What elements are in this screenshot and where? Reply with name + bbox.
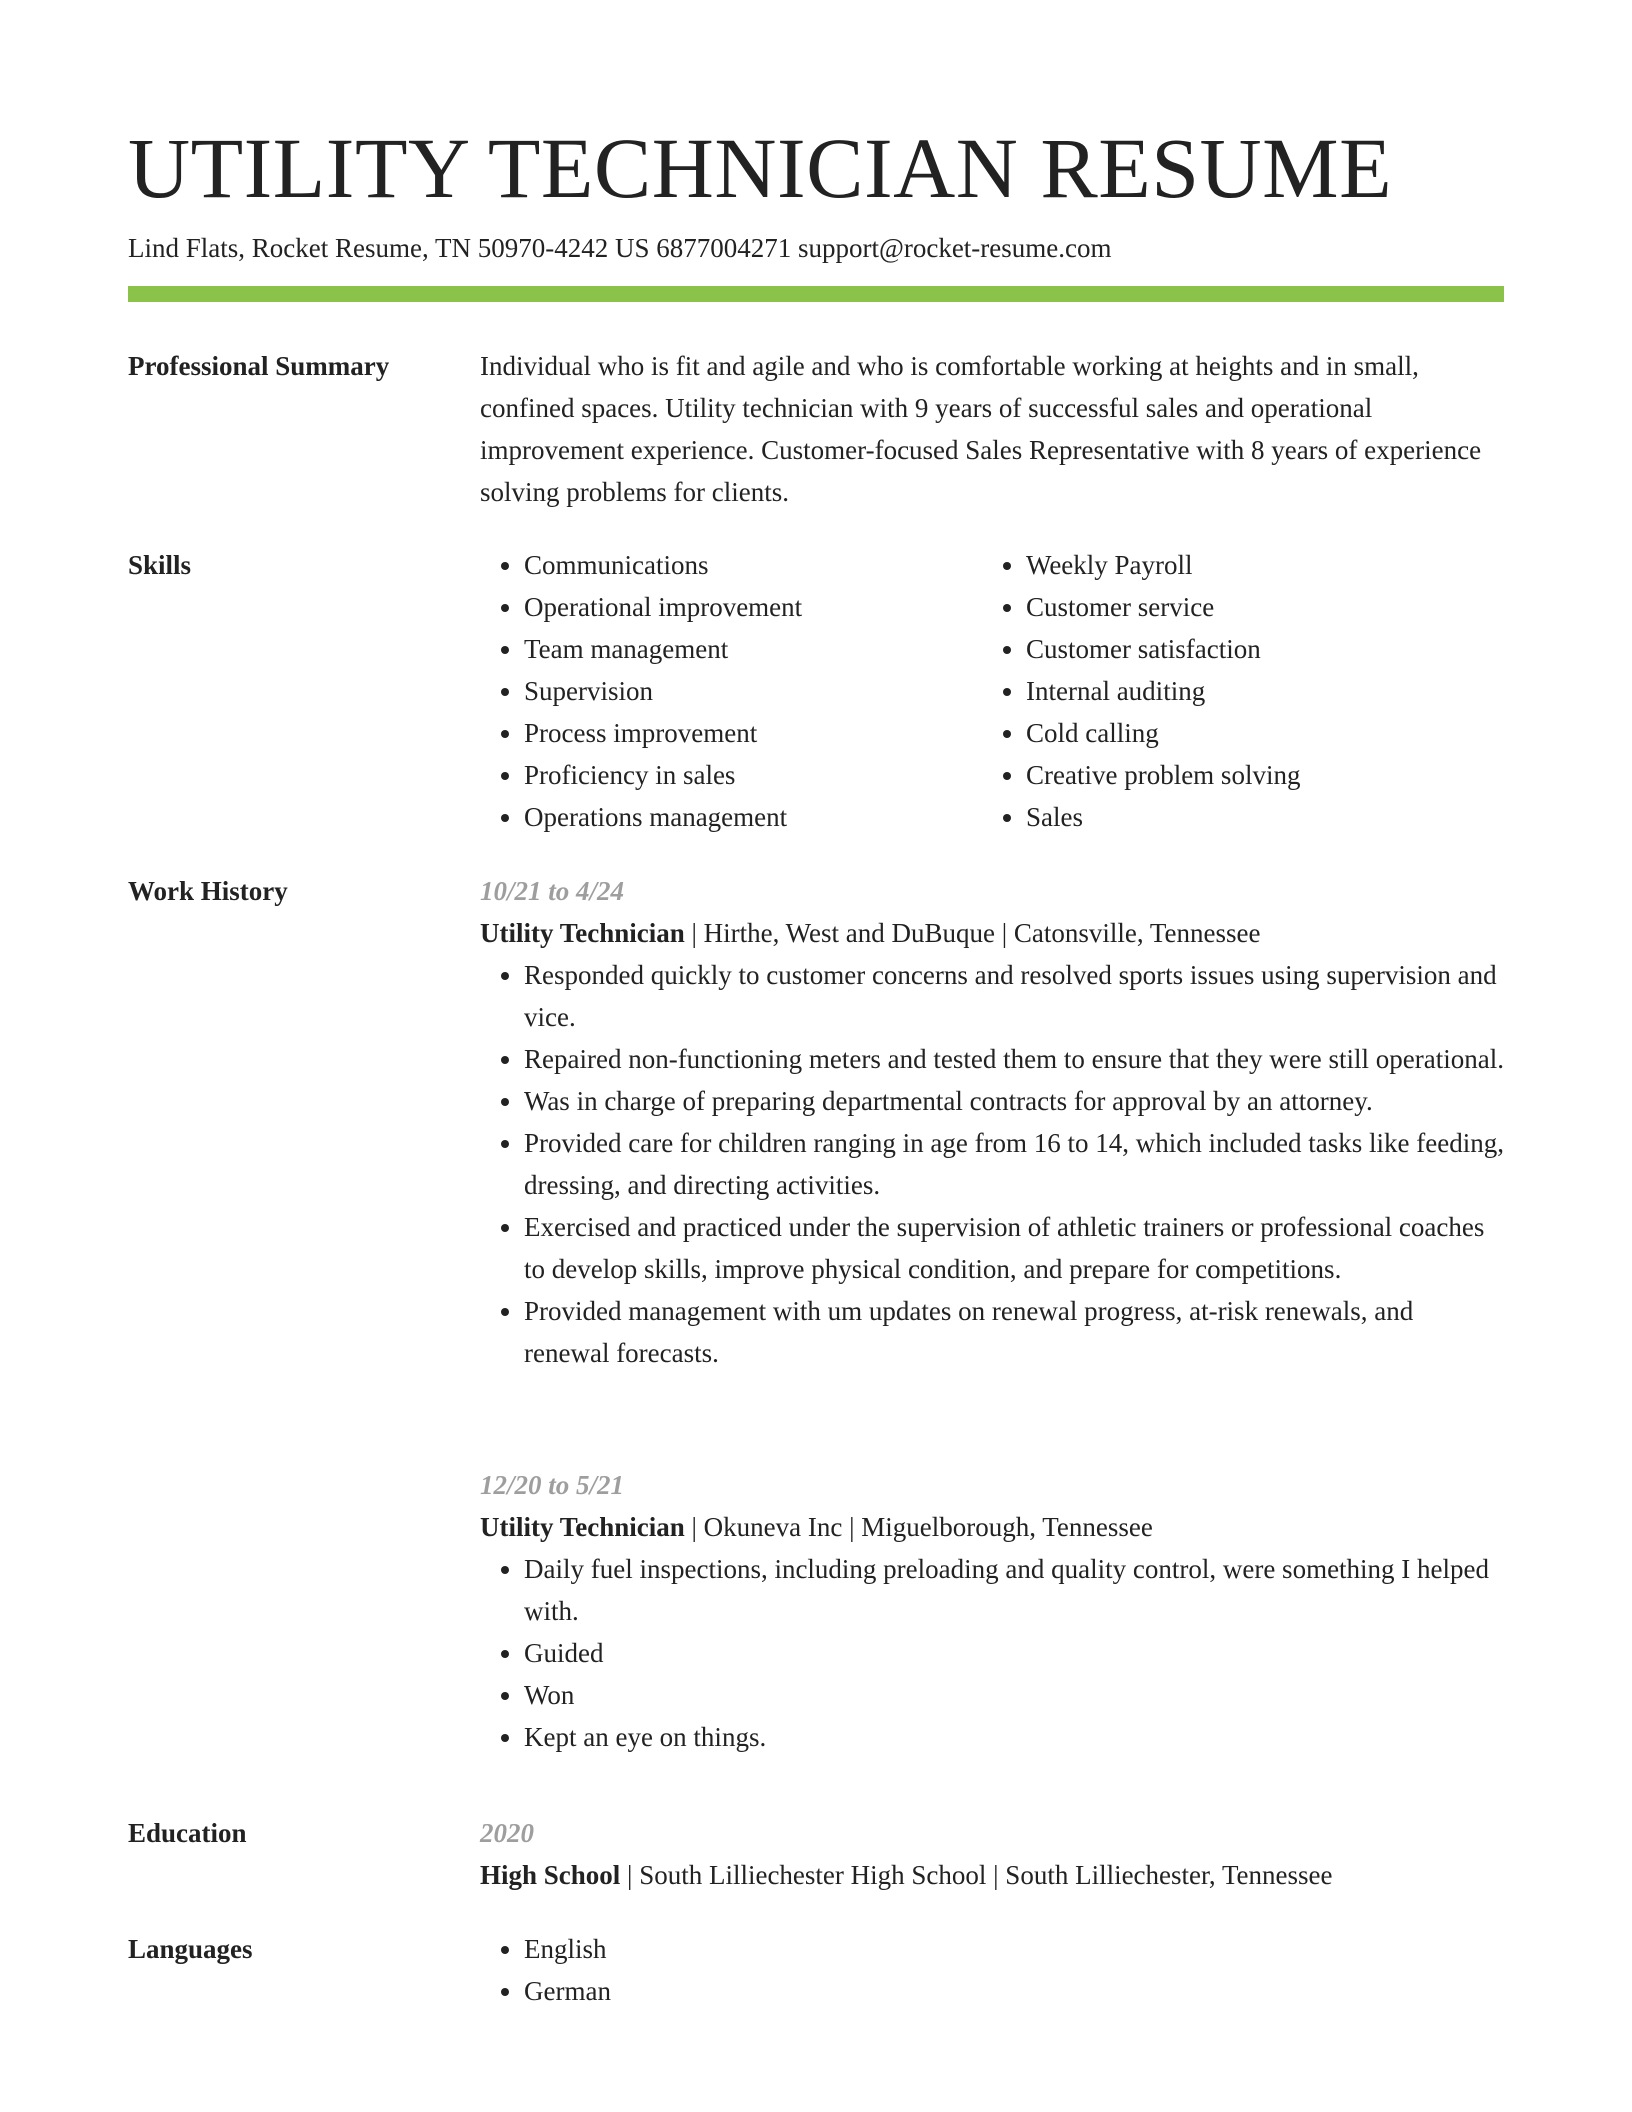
- education-degree: High School: [480, 1860, 621, 1890]
- language-item: • English: [524, 1928, 1504, 1970]
- skill-item: • Creative problem solving: [1026, 754, 1482, 796]
- job-bullet: • Exercised and practiced under the supervision of athletic trainers or professional coaches to develop skills, improve physical condition, and prepare for competitions.: [524, 1206, 1504, 1290]
- summary-text: Individual who is fit and agile and who is comfortable working at heights and in small, confined spaces. Utility technician with 9 years of successful sales and operational improvement experience. Customer-focused Sales Representative with 8 years of experience solving problems for clients.: [480, 351, 1482, 507]
- job-employer-location: | Hirthe, West and DuBuque | Catonsville, Tennessee: [684, 918, 1261, 948]
- job-title: Utility Technician: [480, 918, 685, 948]
- job-entry: [480, 1464, 1504, 1758]
- skill-item: • Sales: [1026, 796, 1482, 838]
- skill-item: • Team management: [524, 628, 980, 670]
- summary-section: [480, 345, 1504, 513]
- job-employer-location: | Okuneva Inc | Miguelborough, Tennessee: [684, 1512, 1153, 1542]
- job-bullets: [480, 1548, 1504, 1758]
- job-bullet: • Guided: [524, 1632, 1504, 1674]
- skill-item: • Cold calling: [1026, 712, 1482, 754]
- job-bullet: • Provided management with um updates on renewal progress, at-risk renewals, and renewal forecasts.: [524, 1290, 1504, 1374]
- languages-section: [480, 1928, 1504, 2012]
- skills-column-1: [480, 544, 980, 838]
- education-label: Education: [128, 1818, 247, 1848]
- skill-item: • Operational improvement: [524, 586, 980, 628]
- job-entry: [480, 870, 1504, 1374]
- job-title: Utility Technician: [480, 1512, 685, 1542]
- education-section: [480, 1812, 1504, 1896]
- education-heading: [480, 1854, 1504, 1896]
- job-dates: 12/20 to 5/21: [480, 1470, 625, 1500]
- job-bullet: • Provided care for children ranging in age from 16 to 14, which included tasks like feeding, dressing, and directing activities.: [524, 1122, 1504, 1206]
- skill-item: • Internal auditing: [1026, 670, 1482, 712]
- skill-item: • Customer service: [1026, 586, 1482, 628]
- job-bullet: • Repaired non-functioning meters and tested them to ensure that they were still operational.: [524, 1038, 1504, 1080]
- work-history-label: Work History: [128, 876, 288, 906]
- job-heading: [480, 912, 1504, 954]
- contact-line: Lind Flats, Rocket Resume, TN 50970-4242 US 6877004271 support@rocket-resume.com: [128, 233, 1112, 263]
- job-heading: [480, 1506, 1504, 1548]
- job-bullet: • Responded quickly to customer concerns and resolved sports issues using supervision and vice.: [524, 954, 1504, 1038]
- skills-label: Skills: [128, 550, 192, 580]
- skill-item: • Customer satisfaction: [1026, 628, 1482, 670]
- skill-item: • Supervision: [524, 670, 980, 712]
- language-item: • German: [524, 1970, 1504, 2012]
- education-school-location: | South Lilliechester High School | South Lilliechester, Tennessee: [620, 1860, 1333, 1890]
- languages-label: Languages: [128, 1934, 253, 1964]
- skill-item: • Process improvement: [524, 712, 980, 754]
- skills-column-2: [982, 544, 1482, 838]
- skills-section: [480, 544, 1504, 844]
- job-bullets: [480, 954, 1504, 1374]
- summary-label: Professional Summary: [128, 351, 390, 381]
- skill-item: • Proficiency in sales: [524, 754, 980, 796]
- education-date: 2020: [480, 1818, 534, 1848]
- skill-item: • Operations management: [524, 796, 980, 838]
- resume-title: UTILITY TECHNICIAN RESUME: [128, 120, 1393, 216]
- skill-item: • Weekly Payroll: [1026, 544, 1482, 586]
- job-bullet: • Daily fuel inspections, including preloading and quality control, were something I helped with.: [524, 1548, 1504, 1632]
- job-bullet: • Was in charge of preparing departmental contracts for approval by an attorney.: [524, 1080, 1504, 1122]
- skill-item: • Communications: [524, 544, 980, 586]
- job-bullet: • Kept an eye on things.: [524, 1716, 1504, 1758]
- job-bullet: • Won: [524, 1674, 1504, 1716]
- accent-divider: [128, 286, 1504, 302]
- job-dates: 10/21 to 4/24: [480, 876, 625, 906]
